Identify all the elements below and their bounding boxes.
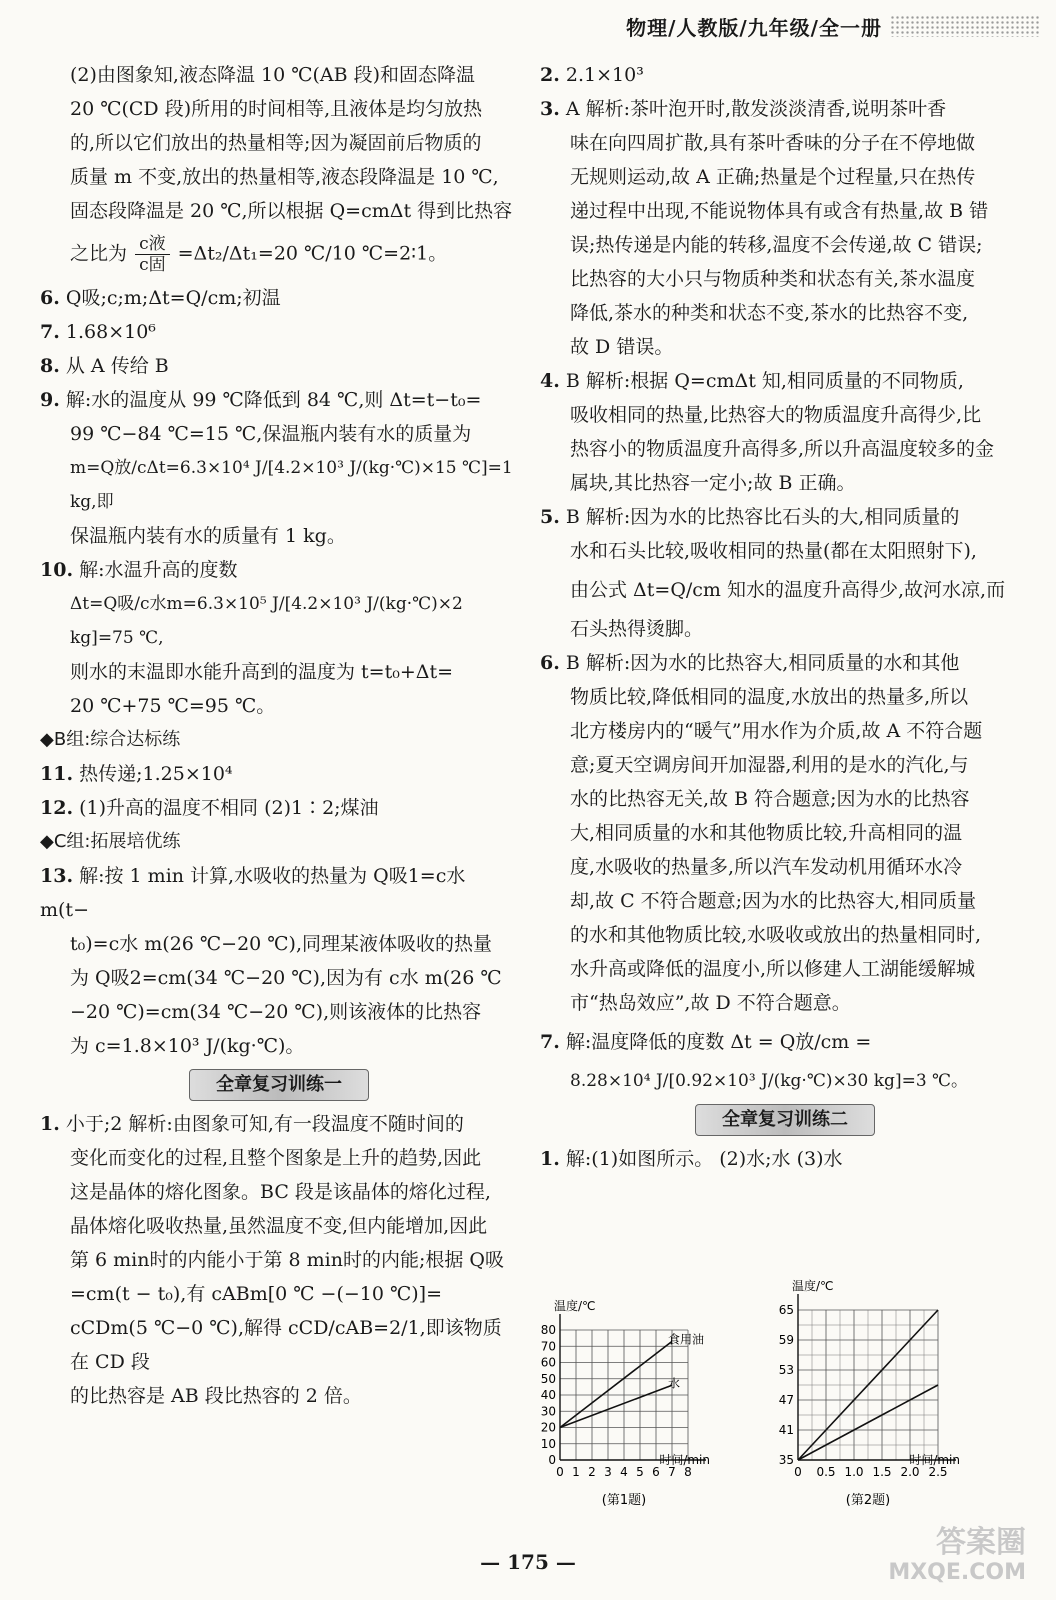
text-line: 水和石头比较,吸收相同的热量(都在太阳照射下),: [570, 540, 977, 562]
text-line: 比热容的大小只与物质种类和状态有关,茶水温度: [570, 268, 976, 290]
chart-2: [770, 1270, 1030, 1520]
q-number: 1.: [540, 1148, 560, 1170]
x-tick-label: 0.5: [816, 1465, 836, 1479]
header-title: 物理/人教版/九年级/全一册: [626, 15, 882, 40]
group-c-heading: ◆C组:拓展培优练: [40, 831, 181, 852]
answer-11: [40, 757, 518, 791]
x-tick-label: 1: [572, 1465, 580, 1479]
text-line: 这是晶体的熔化图象。BC 段是该晶体的熔化过程,: [70, 1181, 491, 1203]
ratio-line: [40, 234, 518, 275]
text-line: 却,故 C 不符合题意;因为水的比热容大,相同质量: [570, 890, 977, 912]
text-line: 的水和其他物质比较,水吸收或放出的热量相同时,: [570, 924, 982, 946]
q-number: 1.: [40, 1113, 60, 1135]
text-line: 故 D 错误。: [570, 336, 674, 358]
answer-text: 解:水的温度从 99 ℃降低到 84 ℃,则 Δt=t−t₀=: [65, 389, 482, 411]
banner-label: 全章复习训练一: [189, 1069, 369, 1101]
answer-text: (1)升高的温度不相同 (2)1∶2;煤油: [79, 797, 379, 819]
text-line: 物质比较,降低相同的温度,水放出的热量多,所以: [570, 686, 969, 708]
ratio-rest: =Δt₂/Δt₁=20 ℃/10 ℃=2∶1。: [177, 242, 448, 265]
text-line: 由公式 Δt=Q/cm 知水的温度升高得少,故河水凉,而: [570, 579, 1006, 601]
y-tick-label: 30: [540, 1404, 556, 1419]
x-tick-label: 2.5: [928, 1465, 948, 1479]
answer-7: [540, 1020, 1030, 1064]
text-line: =cm(t − t₀),有 cABm[0 ℃ −(−10 ℃)]=: [70, 1283, 443, 1305]
q-number: 6.: [540, 652, 560, 674]
answer-10: [40, 553, 518, 587]
page-header: [626, 10, 1040, 42]
q-number: 13.: [40, 865, 74, 887]
series-label: 食用油: [668, 1332, 705, 1347]
answer-text: 解:按 1 min 计算,水吸收的热量为 Q吸1=c水 m(t−: [40, 865, 466, 921]
watermark: [888, 1525, 1026, 1588]
x-tick-label: 6: [652, 1465, 660, 1479]
answer-text: B 解析:根据 Q=cmΔt 知,相同质量的不同物质,: [565, 370, 964, 392]
answer-6: [540, 646, 1030, 680]
text-line: 误;热传递是内能的转移,温度不会传递,故 C 错误;: [570, 234, 983, 256]
text-line: 水的比热容无关,故 B 符合题意;因为水的比热容: [570, 788, 970, 810]
text-line: 北方楼房内的“暖气”用水作为介质,故 A 不符合题: [570, 720, 983, 742]
charts-area: [530, 1270, 1040, 1520]
y-tick-label: 70: [540, 1339, 556, 1354]
text-line: Δt=Q吸/c水m=6.3×10⁵ J/[4.2×10³ J/(kg·℃)×2 kg]=75 ℃,: [70, 594, 463, 648]
text-line: 水升高或降低的温度小,所以修建人工湖能缓解城: [570, 958, 976, 980]
answer-text: 小于;2 解析:由图象可知,有一段温度不随时间的: [65, 1113, 464, 1135]
y-tick-label: 59: [778, 1333, 794, 1347]
y-axis-label: 温度/℃: [554, 1299, 596, 1313]
answer-text: 2.1×10³: [565, 64, 644, 86]
page-number: — 175 —: [480, 1550, 576, 1574]
text-line: 无规则运动,故 A 正确;热量是个过程量,只在热传: [570, 166, 976, 188]
q-number: 6.: [40, 287, 60, 309]
y-tick-label: 53: [778, 1363, 794, 1377]
q-number: 10.: [40, 559, 74, 581]
answer-text: B 解析:因为水的比热容比石头的大,相同质量的: [565, 506, 960, 528]
answer-text: 热传递;1.25×10⁴: [79, 763, 233, 785]
y-tick-label: 35: [778, 1453, 794, 1467]
text-line: 的比热容是 AB 段比热容的 2 倍。: [70, 1385, 362, 1407]
text-line: t₀)=c水 m(26 ℃−20 ℃),同理某液体吸收的热量: [70, 933, 493, 955]
text-line: 20 ℃(CD 段)所用的时间相等,且液体是均匀放热: [70, 98, 483, 120]
banner-label: 全章复习训练二: [695, 1104, 875, 1136]
review-answer-1: [40, 1107, 518, 1141]
review2-answer-1: [540, 1142, 1030, 1176]
text-line: 变化而变化的过程,且整个图象是上升的趋势,因此: [70, 1147, 482, 1169]
q-number: 9.: [40, 389, 60, 411]
q-number: 7.: [40, 321, 60, 343]
series-label: 水: [668, 1376, 681, 1391]
text-line: 热容小的物质温度升高得多,所以升高温度较多的金: [570, 438, 995, 460]
x-tick-label: 2: [588, 1465, 596, 1479]
answer-13: [40, 859, 518, 927]
group-b-heading: ◆B组:综合达标练: [40, 729, 181, 750]
text-line: 晶体熔化吸收热量,虽然温度不变,但内能增加,因此: [70, 1215, 488, 1237]
answer-text: Q吸;c;m;Δt=Q/cm;初温: [65, 287, 281, 309]
text-line: 石头热得烫脚。: [570, 618, 704, 640]
y-tick-label: 20: [540, 1420, 556, 1435]
answer-text: 解:水温升高的度数: [79, 559, 238, 581]
x-axis-label: 时间/min: [909, 1453, 960, 1467]
q-number: 7.: [540, 1031, 560, 1053]
x-tick-label: 8: [684, 1465, 692, 1479]
answer-8: [40, 349, 518, 383]
x-tick-label: 5: [636, 1465, 644, 1479]
text-line: 递过程中出现,不能说物体具有或含有热量,故 B 错: [570, 200, 989, 222]
text-line: (2)由图象知,液态降温 10 ℃(AB 段)和固态降温: [70, 64, 476, 86]
ratio-prefix: 之比为: [70, 242, 128, 265]
q-number: 2.: [540, 64, 560, 86]
answer-5: [540, 500, 1030, 534]
y-axis-label: 温度/℃: [792, 1279, 834, 1293]
q-number: 3.: [540, 98, 560, 120]
text-line: 为 c=1.8×10³ J/(kg·℃)。: [70, 1035, 305, 1057]
x-tick-label: 3: [604, 1465, 612, 1479]
answer-text: 解:(1)如图所示。 (2)水;水 (3)水: [565, 1148, 843, 1170]
text-line: 质量 m 不变,放出的热量相等,液态段降温是 10 ℃,: [70, 166, 499, 188]
text-line: −20 ℃)=cm(34 ℃−20 ℃),则该液体的比热容: [70, 1001, 482, 1023]
text-line: 固态段降温是 20 ℃,所以根据 Q=cmΔt 得到比热容: [70, 200, 513, 222]
y-tick-label: 47: [778, 1393, 794, 1407]
figure-caption: (第2题): [845, 1493, 891, 1508]
y-tick-label: 80: [540, 1323, 556, 1337]
series-line: [560, 1341, 672, 1427]
figure-caption: (第1题): [601, 1493, 647, 1508]
text-line: 99 ℃−84 ℃=15 ℃,保温瓶内装有水的质量为: [70, 423, 472, 445]
answer-6: [40, 281, 518, 315]
q-number: 11.: [40, 763, 74, 785]
section-banner-1: [40, 1069, 518, 1101]
answer-text: 从 A 传给 B: [65, 355, 169, 377]
right-column: [540, 58, 1030, 1176]
text-line: 吸收相同的热量,比热容大的物质温度升高得少,比: [570, 404, 982, 426]
q-number: 8.: [40, 355, 60, 377]
watermark-url: MXQE.COM: [888, 1560, 1026, 1585]
text-line: 意;夏天空调房间开加湿器,利用的是水的汽化,与: [570, 754, 969, 776]
text-line: 大,相同质量的水和其他物质比较,升高相同的温: [570, 822, 963, 844]
answer-12: [40, 791, 518, 825]
y-tick-label: 41: [778, 1423, 794, 1437]
text-line: 的,所以它们放出的热量相等;因为凝固前后物质的: [70, 132, 482, 154]
text-line: 20 ℃+75 ℃=95 ℃。: [70, 695, 276, 717]
left-column: [40, 58, 518, 1413]
y-tick-label: 60: [540, 1355, 556, 1370]
x-tick-label: 7: [668, 1465, 676, 1479]
y-tick-label: 65: [778, 1303, 794, 1317]
answer-text: B 解析:因为水的比热容大,相同质量的水和其他: [565, 652, 960, 674]
text-line: 度,水吸收的热量多,所以汽车发动机用循环水冷: [570, 856, 963, 878]
header-dot-pattern: [890, 15, 1040, 37]
answer-2: [540, 58, 1030, 92]
text-line: 则水的末温即水能升高到的温度为 t=t₀+Δt=: [70, 661, 454, 683]
y-tick-label: 0: [548, 1453, 556, 1467]
text-line: 8.28×10⁴ J/[0.92×10³ J/(kg·℃)×30 kg]=3 ℃。: [570, 1071, 969, 1091]
answer-9: [40, 383, 518, 417]
series-line: [560, 1385, 672, 1427]
text-line: 市“热岛效应”,故 D 不符合题意。: [570, 992, 851, 1014]
answer-4: [540, 364, 1030, 398]
text-line: 第 6 min时的内能小于第 8 min时的内能;根据 Q吸: [70, 1249, 505, 1271]
watermark-text: 答案圈: [936, 1525, 1026, 1560]
y-tick-label: 50: [540, 1371, 556, 1386]
ratio-fraction: $\frac{\text{c液}}{\text{c固}}$: [135, 234, 170, 275]
answer-text: 1.68×10⁶: [65, 321, 156, 343]
q-number: 12.: [40, 797, 74, 819]
text-line: 保温瓶内装有水的质量有 1 kg。: [70, 525, 346, 547]
x-tick-label: 4: [620, 1465, 628, 1479]
x-tick-label: 0: [794, 1465, 802, 1479]
chart-1: [530, 1270, 760, 1520]
answer-text: 解:温度降低的度数 Δt = Q放/cm =: [565, 1031, 872, 1053]
x-tick-label: 1.5: [872, 1465, 892, 1479]
answer-3: [540, 92, 1030, 126]
q-number: 5.: [540, 506, 560, 528]
section-banner-2: [540, 1104, 1030, 1136]
x-axis-label: 时间/min: [659, 1453, 710, 1467]
y-tick-label: 40: [540, 1388, 556, 1402]
y-tick-label: 10: [540, 1436, 556, 1451]
answer-text: A 解析:茶叶泡开时,散发淡淡清香,说明茶叶香: [565, 98, 947, 120]
answer-7: [40, 315, 518, 349]
text-line: 属块,其比热容一定小;故 B 正确。: [570, 472, 856, 494]
text-line: m=Q放/cΔt=6.3×10⁴ J/[4.2×10³ J/(kg·℃)×15 ℃]=1 kg,即: [70, 458, 513, 512]
x-tick-label: 1.0: [844, 1465, 864, 1479]
q-number: 4.: [540, 370, 560, 392]
text-line: 降低,茶水的种类和状态不变,茶水的比热容不变,: [570, 302, 969, 324]
text-line: cCDm(5 ℃−0 ℃),解得 cCD/cAB=2/1,即该物质在 CD 段: [70, 1317, 502, 1373]
x-tick-label: 2.0: [900, 1465, 920, 1479]
x-tick-label: 0: [556, 1465, 564, 1479]
text-line: 味在向四周扩散,具有茶叶香味的分子在不停地做: [570, 132, 976, 154]
text-line: 为 Q吸2=cm(34 ℃−20 ℃),因为有 c水 m(26 ℃: [70, 967, 502, 989]
